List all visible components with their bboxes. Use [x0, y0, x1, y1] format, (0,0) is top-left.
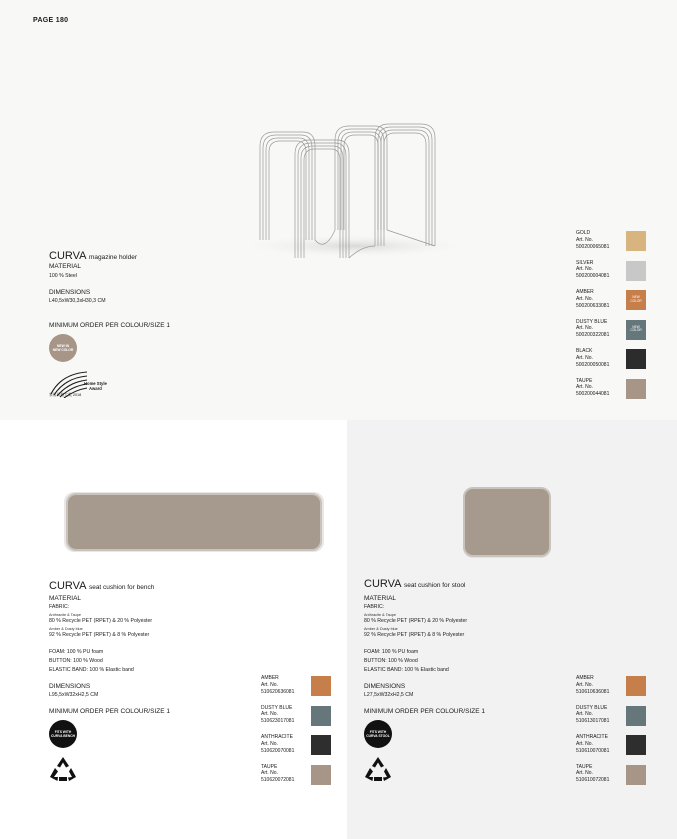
- color-swatch: [626, 261, 646, 281]
- art-number: 510620636081: [261, 688, 295, 695]
- product-name: CURVA: [364, 578, 401, 590]
- art-number: 510610636081: [576, 688, 610, 695]
- color-option: [576, 734, 648, 760]
- art-number: 500200044081: [576, 391, 610, 397]
- product-subtitle: seat cushion for bench: [88, 584, 155, 591]
- art-number: 510613017081: [576, 718, 610, 724]
- dimensions-value: L95,5xW32xH2,5 CM: [49, 692, 99, 698]
- badge-line-1: NEW IN: [57, 344, 69, 348]
- recycle-icon: [49, 755, 77, 783]
- color-option: [576, 348, 648, 374]
- magazine-holder-image: [225, 118, 485, 278]
- color-name: TAUPE: [576, 377, 593, 384]
- fabric2-value: 92 % Recycle PET (RPET) & 8 % Polyester: [364, 632, 465, 638]
- new-color-tag: NEW COLOR: [630, 295, 642, 303]
- dimensions-label: DIMENSIONS: [49, 683, 91, 690]
- color-name: DUSTY BLUE: [576, 318, 608, 325]
- product-name: CURVA: [49, 250, 86, 262]
- color-name: DUSTY BLUE: [261, 704, 293, 711]
- art-number: 500200065081: [576, 243, 610, 250]
- award-line-1: Home Style: [84, 381, 107, 386]
- art-number: 510623017081: [261, 718, 295, 724]
- color-swatch: [626, 290, 646, 310]
- color-name: ANTHRACITE: [261, 734, 293, 740]
- product-subtitle: seat cushion for stool: [403, 582, 466, 589]
- art-number: 500200050081: [576, 361, 610, 368]
- art-number: 500200322081: [576, 332, 610, 338]
- color-name: TAUPE: [576, 763, 593, 770]
- bench-title: [49, 580, 154, 592]
- color-option: [576, 378, 648, 404]
- color-name: TAUPE: [261, 763, 278, 770]
- foam-value: FOAM: 100 % PU foam: [49, 649, 104, 655]
- art-number: 500200004081: [576, 273, 610, 279]
- fabric1-value: 80 % Recycle PET (RPET) & 20 % Polyester: [364, 618, 468, 624]
- art-label: Art. No.: [261, 681, 278, 688]
- color-option: [261, 705, 333, 731]
- color-swatch: [311, 735, 331, 755]
- fabric1-note: Anthracite & Taupe: [49, 613, 82, 617]
- color-name: AMBER: [576, 675, 594, 681]
- award-line-3: 家居风格大奖 2018: [49, 393, 82, 397]
- art-label: Art. No.: [576, 681, 593, 688]
- color-option: [576, 319, 648, 345]
- color-swatch: [626, 349, 646, 369]
- fabric2-value: 92 % Recycle PET (RPET) & 8 % Polyester: [49, 632, 150, 638]
- art-label: Art. No.: [576, 384, 593, 391]
- color-swatch: [626, 320, 646, 340]
- color-swatch: [626, 765, 646, 785]
- color-name: AMBER: [576, 289, 594, 295]
- badge-line-2: NEW COLOR: [52, 348, 74, 352]
- art-label: Art. No.: [261, 770, 278, 777]
- art-label: Art. No.: [576, 295, 593, 302]
- color-name: DUSTY BLUE: [576, 704, 608, 711]
- color-swatch: [626, 231, 646, 251]
- recycle-icon: [364, 755, 392, 783]
- product-name: CURVA: [49, 580, 86, 592]
- new-color-badge: [49, 334, 77, 362]
- moq-text: MINIMUM ORDER PER COLOUR/SIZE 1: [49, 322, 170, 329]
- stool-cushion-image: [458, 482, 554, 562]
- art-label: Art. No.: [261, 740, 278, 747]
- color-swatch: [626, 676, 646, 696]
- color-option: [261, 675, 333, 701]
- art-number: 510610070081: [576, 747, 610, 754]
- band-value: ELASTIC BAND: 100 % Elastic band: [364, 667, 449, 673]
- fabric1-note: Anthracite & Taupe: [364, 613, 397, 617]
- art-label: Art. No.: [576, 236, 593, 243]
- color-option: [576, 705, 648, 731]
- color-option: [261, 734, 333, 760]
- dimensions-label: DIMENSIONS: [49, 289, 91, 296]
- color-name: AMBER: [261, 675, 279, 681]
- color-swatch: [626, 706, 646, 726]
- new-color-tag: NEW COLOR: [630, 324, 642, 333]
- fits-with-badge: [49, 720, 77, 748]
- art-label: Art. No.: [576, 266, 593, 273]
- color-option: [576, 260, 648, 286]
- art-number: 510620070081: [261, 747, 295, 754]
- fabric-label: FABRIC:: [364, 604, 385, 610]
- art-number: 500200633081: [576, 302, 610, 309]
- color-option: [576, 230, 648, 256]
- color-option: [576, 289, 648, 315]
- badge-line-2: CURVA STOOL: [366, 734, 390, 738]
- moq-text: MINIMUM ORDER PER COLOUR/SIZE 1: [49, 708, 170, 715]
- art-label: Art. No.: [576, 740, 593, 747]
- color-swatch: [311, 676, 331, 696]
- art-label: Art. No.: [261, 711, 278, 718]
- award-logo: [49, 368, 119, 400]
- color-name: GOLD: [576, 230, 591, 236]
- dimensions-value: L40,5xW30,3xH30,3 CM: [49, 298, 106, 304]
- color-swatch: [311, 765, 331, 785]
- badge-line-1: FITS WITH: [54, 730, 72, 734]
- material-label: MATERIAL: [49, 263, 82, 270]
- color-name: ANTHRACITE: [576, 734, 608, 740]
- color-swatch: [626, 735, 646, 755]
- color-option: [576, 675, 648, 701]
- art-number: 510620072081: [261, 777, 295, 783]
- material-label: MATERIAL: [49, 595, 82, 602]
- art-label: Art. No.: [576, 711, 593, 718]
- band-value: ELASTIC BAND: 100 % Elastic band: [49, 667, 134, 673]
- award-line-2: Award: [89, 385, 102, 391]
- button-value: BUTTON: 100 % Wood: [364, 658, 418, 664]
- stool-title: [364, 578, 465, 590]
- material-label: MATERIAL: [364, 595, 397, 602]
- fits-with-badge: [364, 720, 392, 748]
- magazine-title: [49, 250, 137, 262]
- badge-line-1: FITS WITH: [369, 730, 387, 734]
- fabric1-value: 80 % Recycle PET (RPET) & 20 % Polyester: [49, 618, 153, 624]
- art-number: 510610072081: [576, 777, 610, 783]
- material-value: 100 % Steel: [49, 273, 77, 279]
- moq-text: MINIMUM ORDER PER COLOUR/SIZE 1: [364, 708, 485, 715]
- art-label: Art. No.: [576, 354, 593, 361]
- badge-line-2: CURVA BENCH: [51, 734, 75, 738]
- bench-cushion-image: [58, 486, 330, 558]
- product-subtitle: magazine holder: [88, 254, 138, 261]
- color-swatch: [311, 706, 331, 726]
- art-label: Art. No.: [576, 325, 593, 332]
- color-name: BLACK: [576, 348, 593, 354]
- color-option: [576, 764, 648, 790]
- fabric2-note: Amber & Dusty blue: [49, 627, 83, 631]
- art-label: Art. No.: [576, 770, 593, 777]
- fabric2-note: Amber & Dusty blue: [364, 627, 398, 631]
- fabric-label: FABRIC:: [49, 604, 70, 610]
- color-swatch: [626, 379, 646, 399]
- dimensions-value: L27,5xW32xH2,5 CM: [364, 692, 414, 698]
- color-option: [261, 764, 333, 790]
- page-number: PAGE 180: [33, 17, 69, 24]
- foam-value: FOAM: 100 % PU foam: [364, 649, 419, 655]
- button-value: BUTTON: 100 % Wood: [49, 658, 103, 664]
- dimensions-label: DIMENSIONS: [364, 683, 406, 690]
- color-name: SILVER: [576, 259, 594, 266]
